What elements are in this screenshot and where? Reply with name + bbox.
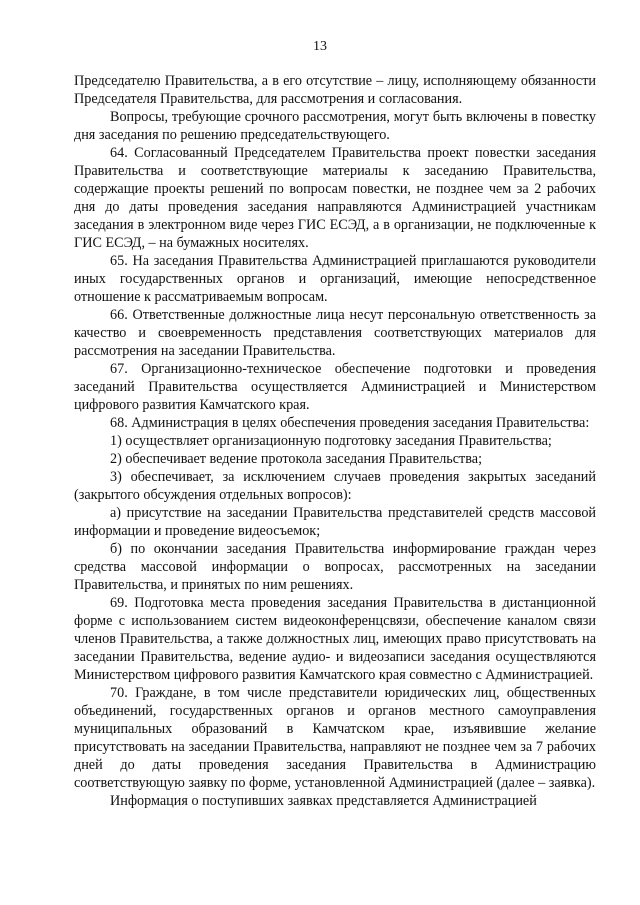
paragraph-continuation: Председателю Правительства, а в его отсутствие – лицу, исполняющему обязанности Председателя Правительства, для рассмотрения и согласования. xyxy=(74,73,596,107)
paragraph-65: 65. На заседания Правительства Администрацией приглашаются руководители иных государственных органов и организаций, имеющие непосредственное отношение к рассматриваемым вопросам. xyxy=(74,253,596,305)
paragraph-69: 69. Подготовка места проведения заседания Правительства в дистанционной форме с использованием систем видеоконференцсвязи, обеспечение каналом связи членов Правительства, а также должностных лиц, имеющих право присутствовать на заседании Правительства, ведение аудио- и видеозаписи заседания осуществляются Министерством цифрового развития Камчатского края совместно с Администрацией. xyxy=(74,595,596,683)
list-item-68-2: 2) обеспечивает ведение протокола заседания Правительства; xyxy=(110,451,483,467)
list-item-68-3-a: а) присутствие на заседании Правительства представителей средств массовой информации и проведение видеосъемок; xyxy=(74,505,596,539)
list-item-68-1: 1) осуществляет организационную подготовку заседания Правительства; xyxy=(110,433,552,449)
paragraph-64: 64. Согласованный Председателем Правительства проект повестки заседания Правительства и соответствующие материалы к заседанию Правительства, содержащие проекты решений по вопросам повестки, не позднее чем за 2 рабочих дня до даты проведения заседания направляются Администрацией участникам заседания в электронном виде через ГИС ЕСЭД, а в организации, не подключенные к ГИС ЕСЭД, – на бумажных носителях. xyxy=(74,145,596,251)
paragraph-applications-info: Информация о поступивших заявках представляется Администрацией xyxy=(110,793,537,809)
page-number: 13 xyxy=(313,39,327,54)
paragraph-66: 66. Ответственные должностные лица несут персональную ответственность за качество и своевременность представления соответствующих материалов для рассмотрения на заседании Правительства. xyxy=(74,307,596,359)
list-item-68-3: 3) обеспечивает, за исключением случаев проведения закрытых заседаний (закрытого обсуждения отдельных вопросов): xyxy=(74,469,596,503)
document-body xyxy=(74,72,596,810)
list-item-68-3-b: б) по окончании заседания Правительства информирование граждан через средства массовой информации о вопросах, рассмотренных на заседании Правительства, и принятых по ним решениях. xyxy=(74,541,596,593)
paragraph-67: 67. Организационно-техническое обеспечение подготовки и проведения заседаний Правительства осуществляется Администрацией и Министерством цифрового развития Камчатского края. xyxy=(74,361,596,413)
paragraph-70: 70. Граждане, в том числе представители юридических лиц, общественных объединений, государственных органов и органов местного самоуправления муниципальных образований в Камчатском крае, изъявившие желание присутствовать на заседании Правительства, направляют не позднее чем за 7 рабочих дней до даты проведения заседания Правительства в Администрацию соответствующую заявку по форме, установленной Администрацией (далее – заявка). xyxy=(74,685,596,791)
paragraph-68: 68. Администрация в целях обеспечения проведения заседания Правительства: xyxy=(110,415,590,431)
paragraph-urgent-questions: Вопросы, требующие срочного рассмотрения, могут быть включены в повестку дня заседания по решению председательствующего. xyxy=(74,109,596,143)
